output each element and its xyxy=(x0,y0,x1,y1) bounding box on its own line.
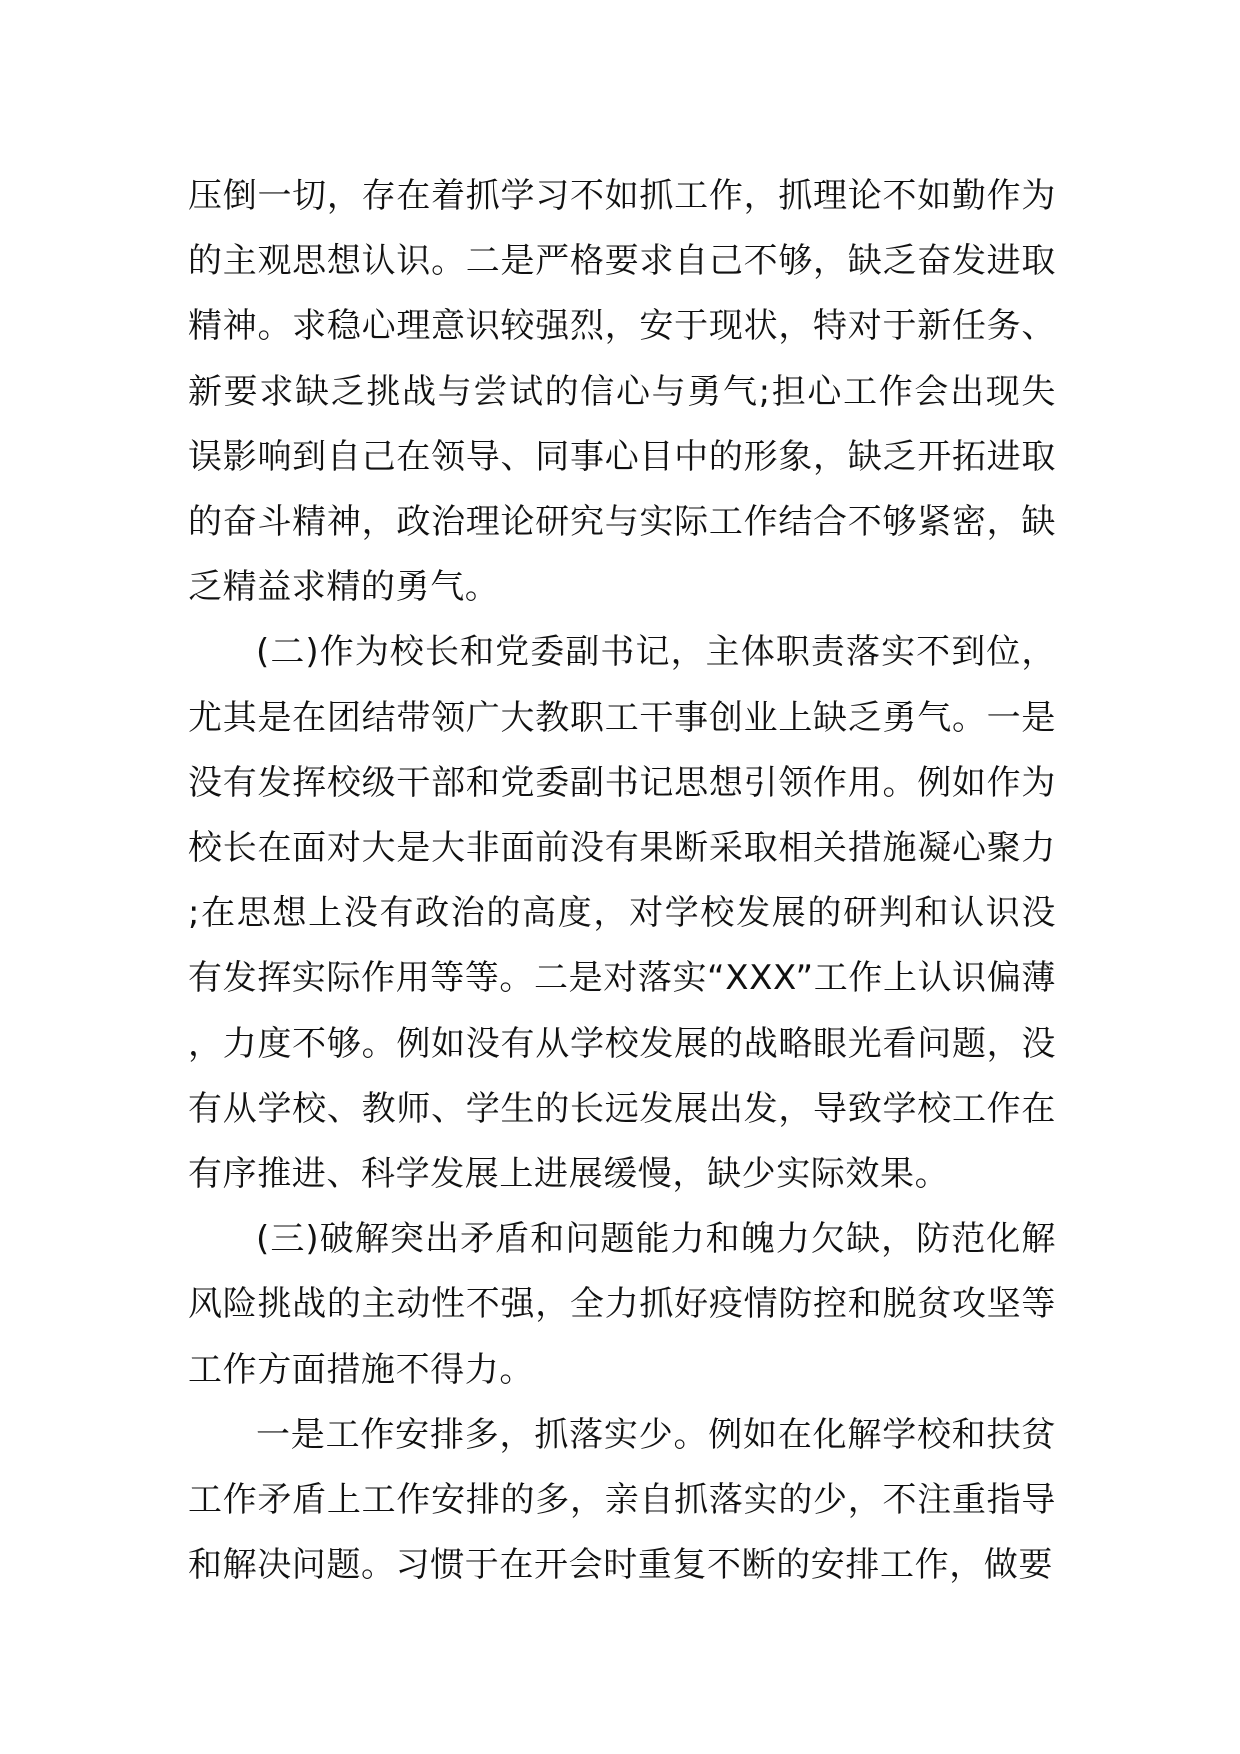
document-body xyxy=(188,164,1056,1598)
paragraph-section-three: (三)破解突出矛盾和问题能力和魄力欠缺，防范化解风险挑战的主动性不强，全力抓好疫情防控和脱贫攻坚等工作方面措施不得力。 xyxy=(188,1219,1056,1390)
paragraph-point-one: 一是工作安排多，抓落实少。例如在化解学校和扶贫工作矛盾上工作安排的多，亲自抓落实的少，不注重指导和解决问题。习惯于在开会时重复不断的安排工作，做要 xyxy=(188,1414,1056,1586)
paragraph-continued: 压倒一切，存在着抓学习不如抓工作，抓理论不如勤作为的主观思想认识。二是严格要求自己不够，缺乏奋发进取精神。求稳心理意识较强烈，安于现状，特对于新任务、新要求缺乏挑战与尝试的信心与勇气;担心工作会出现失误影响到自己在领导、同事心目中的形象，缺乏开拓进取的奋斗精神，政治理论研究与实际工作结合不够紧密，缺乏精益求精的勇气。 xyxy=(188,176,1056,608)
paragraph-section-two: (二)作为校长和党委副书记，主体职责落实不到位，尤其是在团结带领广大教职工干事创业上缺乏勇气。一是没有发挥校级干部和党委副书记思想引领作用。例如作为校长在面对大是大非面前没有果断采取相关措施凝心聚力;在思想上没有政治的高度，对学校发展的研判和认识没有发挥实际作用等等。二是对落实“XXX”工作上认识偏薄，力度不够。例如没有从学校发展的战略眼光看问题，没有从学校、教师、学生的长远发展出发，导致学校工作在有序推进、科学发展上进展缓慢，缺少实际效果。 xyxy=(188,632,1056,1195)
